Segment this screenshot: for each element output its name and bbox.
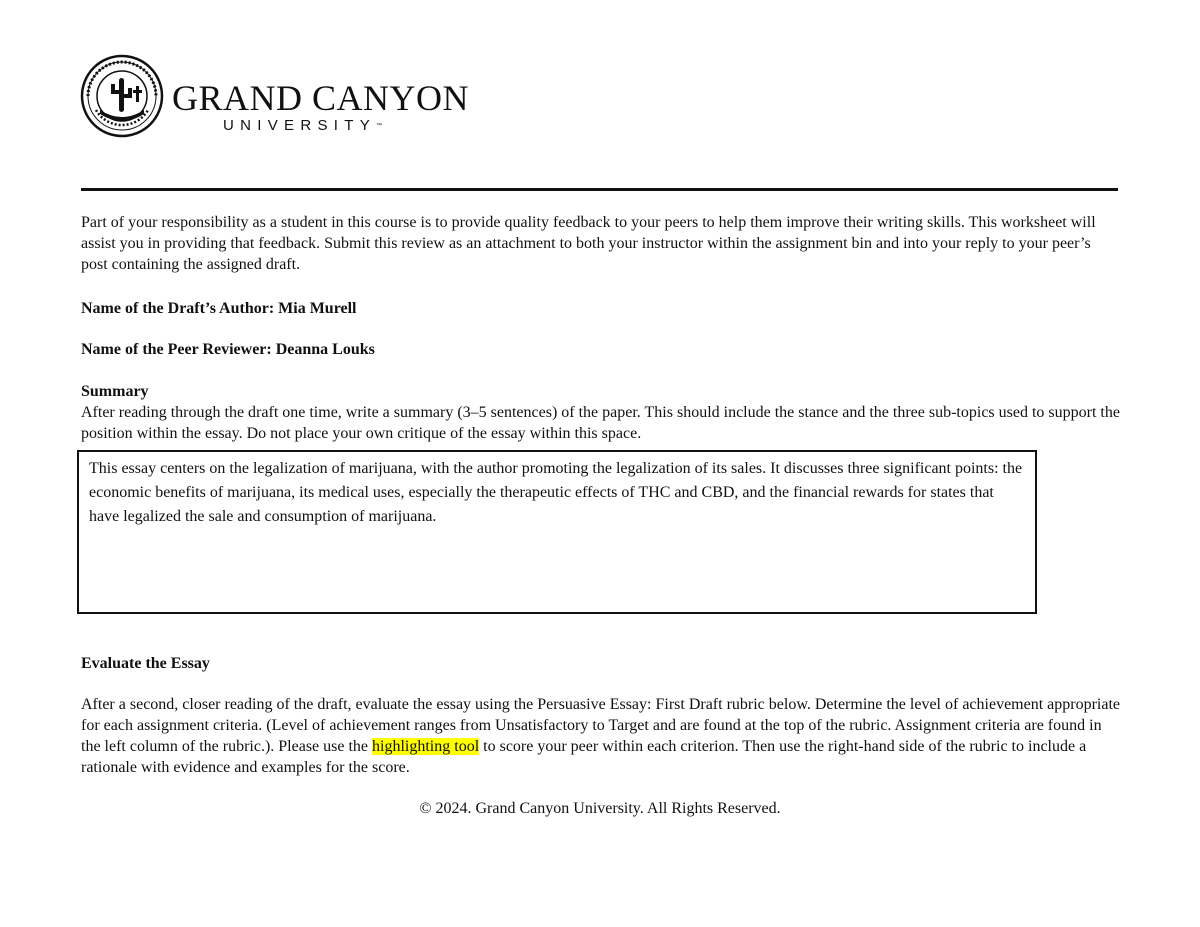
university-logo [80,54,470,140]
summary-response-text: This essay centers on the legalization of marijuana, with the author promoting the legalization of its sales. It discusses three significant points: the economic benefits of marijuana, its medical uses, especially the therapeutic effects of THC and CBD, and the financial rewards for states that have legalized the sale and consumption of marijuana. [89,460,1023,525]
intro-paragraph: Part of your responsibility as a student in this course is to provide quality feedback to your peers to help them improve their writing skills. This worksheet will assist you in providing that feedback. Submit this review as an attachment to both your instructor within the assignment bin and into your reply to your peer’s post containing the assigned draft. [81,214,1096,273]
trademark-symbol: ™ [376,123,383,129]
evaluate-text-start: After a second, closer reading of the draft, evaluate the essay using the Persuasive Essay: First Draft rubric below. Determine the level of achievement appropriate for each assignment criteria. (Level of achievement ranges from Unsatisfactory to Target and are found at the top of the rubric. Assignment criteria are found in the left column of the rubric.). Please use the [81,696,1121,755]
evaluate-instructions [81,694,1121,778]
university-seal-icon [80,54,164,138]
draft-author-field: Name of the Draft’s Author: Mia Murell [81,300,357,317]
evaluate-text-end: to score your peer within each criterion. Then use the right-hand side of the rubric to include a rationale with evidence and examples for the score. [81,738,1087,776]
logo-name: GRAND CANYON [172,78,470,118]
summary-heading: Summary [81,383,149,400]
evaluate-heading: Evaluate the Essay [81,655,210,672]
copyright-footer: © 2024. Grand Canyon University. All Rights Reserved. [419,800,781,817]
summary-instructions: After reading through the draft one time, write a summary (3–5 sentences) of the paper. This should include the stance and the three sub-topics used to support the position within the essay. Do not place your own critique of the essay within this space. [81,404,1120,442]
summary-response-box[interactable] [77,450,1037,614]
peer-reviewer-field: Name of the Peer Reviewer: Deanna Louks [81,341,375,358]
highlighting-tool-highlight: highlighting tool [372,738,480,755]
logo-subname: UNIVERSITY™ [223,117,383,134]
header-divider [81,188,1118,191]
